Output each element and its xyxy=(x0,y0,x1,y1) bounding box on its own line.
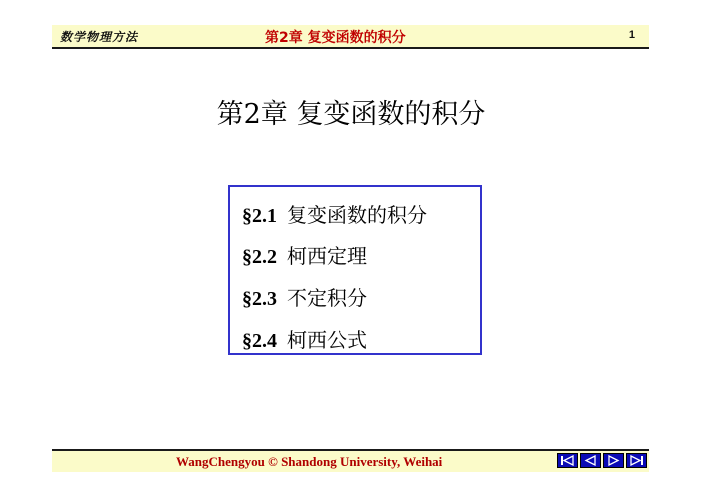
last-slide-icon xyxy=(629,455,644,466)
course-name: 数学物理方法 xyxy=(60,30,139,44)
toc-item-title: 复变函数的积分 xyxy=(287,203,427,227)
toc-item-number: §2.4 xyxy=(242,330,277,352)
toc-item-title: 柯西公式 xyxy=(287,328,367,352)
next-slide-button[interactable] xyxy=(603,453,624,468)
last-slide-button[interactable] xyxy=(626,453,647,468)
previous-slide-icon xyxy=(583,455,598,466)
header-chapter-title: 第2章 复变函数的积分 xyxy=(265,30,406,46)
footer-bar xyxy=(52,449,649,472)
toc-item-2-2[interactable] xyxy=(242,240,367,269)
toc-item-number: §2.2 xyxy=(242,246,277,268)
previous-slide-button[interactable] xyxy=(580,453,601,468)
toc-item-title: 柯西定理 xyxy=(287,244,367,268)
toc-item-2-4[interactable] xyxy=(242,324,367,353)
first-slide-icon xyxy=(560,455,575,466)
toc-item-number: §2.3 xyxy=(242,288,277,310)
header-bar xyxy=(52,25,649,49)
footer-copyright: WangChengyou © Shandong University, Weihai xyxy=(176,454,443,469)
page-number: 1 xyxy=(628,29,635,41)
page-title: 第2章 复变函数的积分 xyxy=(216,99,486,130)
table-of-contents xyxy=(228,185,482,355)
slide-navigation xyxy=(557,453,647,468)
next-slide-icon xyxy=(606,455,621,466)
toc-item-2-1[interactable] xyxy=(242,199,427,228)
toc-item-2-3[interactable] xyxy=(242,282,367,311)
toc-item-number: §2.1 xyxy=(242,205,277,227)
toc-item-title: 不定积分 xyxy=(287,286,367,310)
first-slide-button[interactable] xyxy=(557,453,578,468)
